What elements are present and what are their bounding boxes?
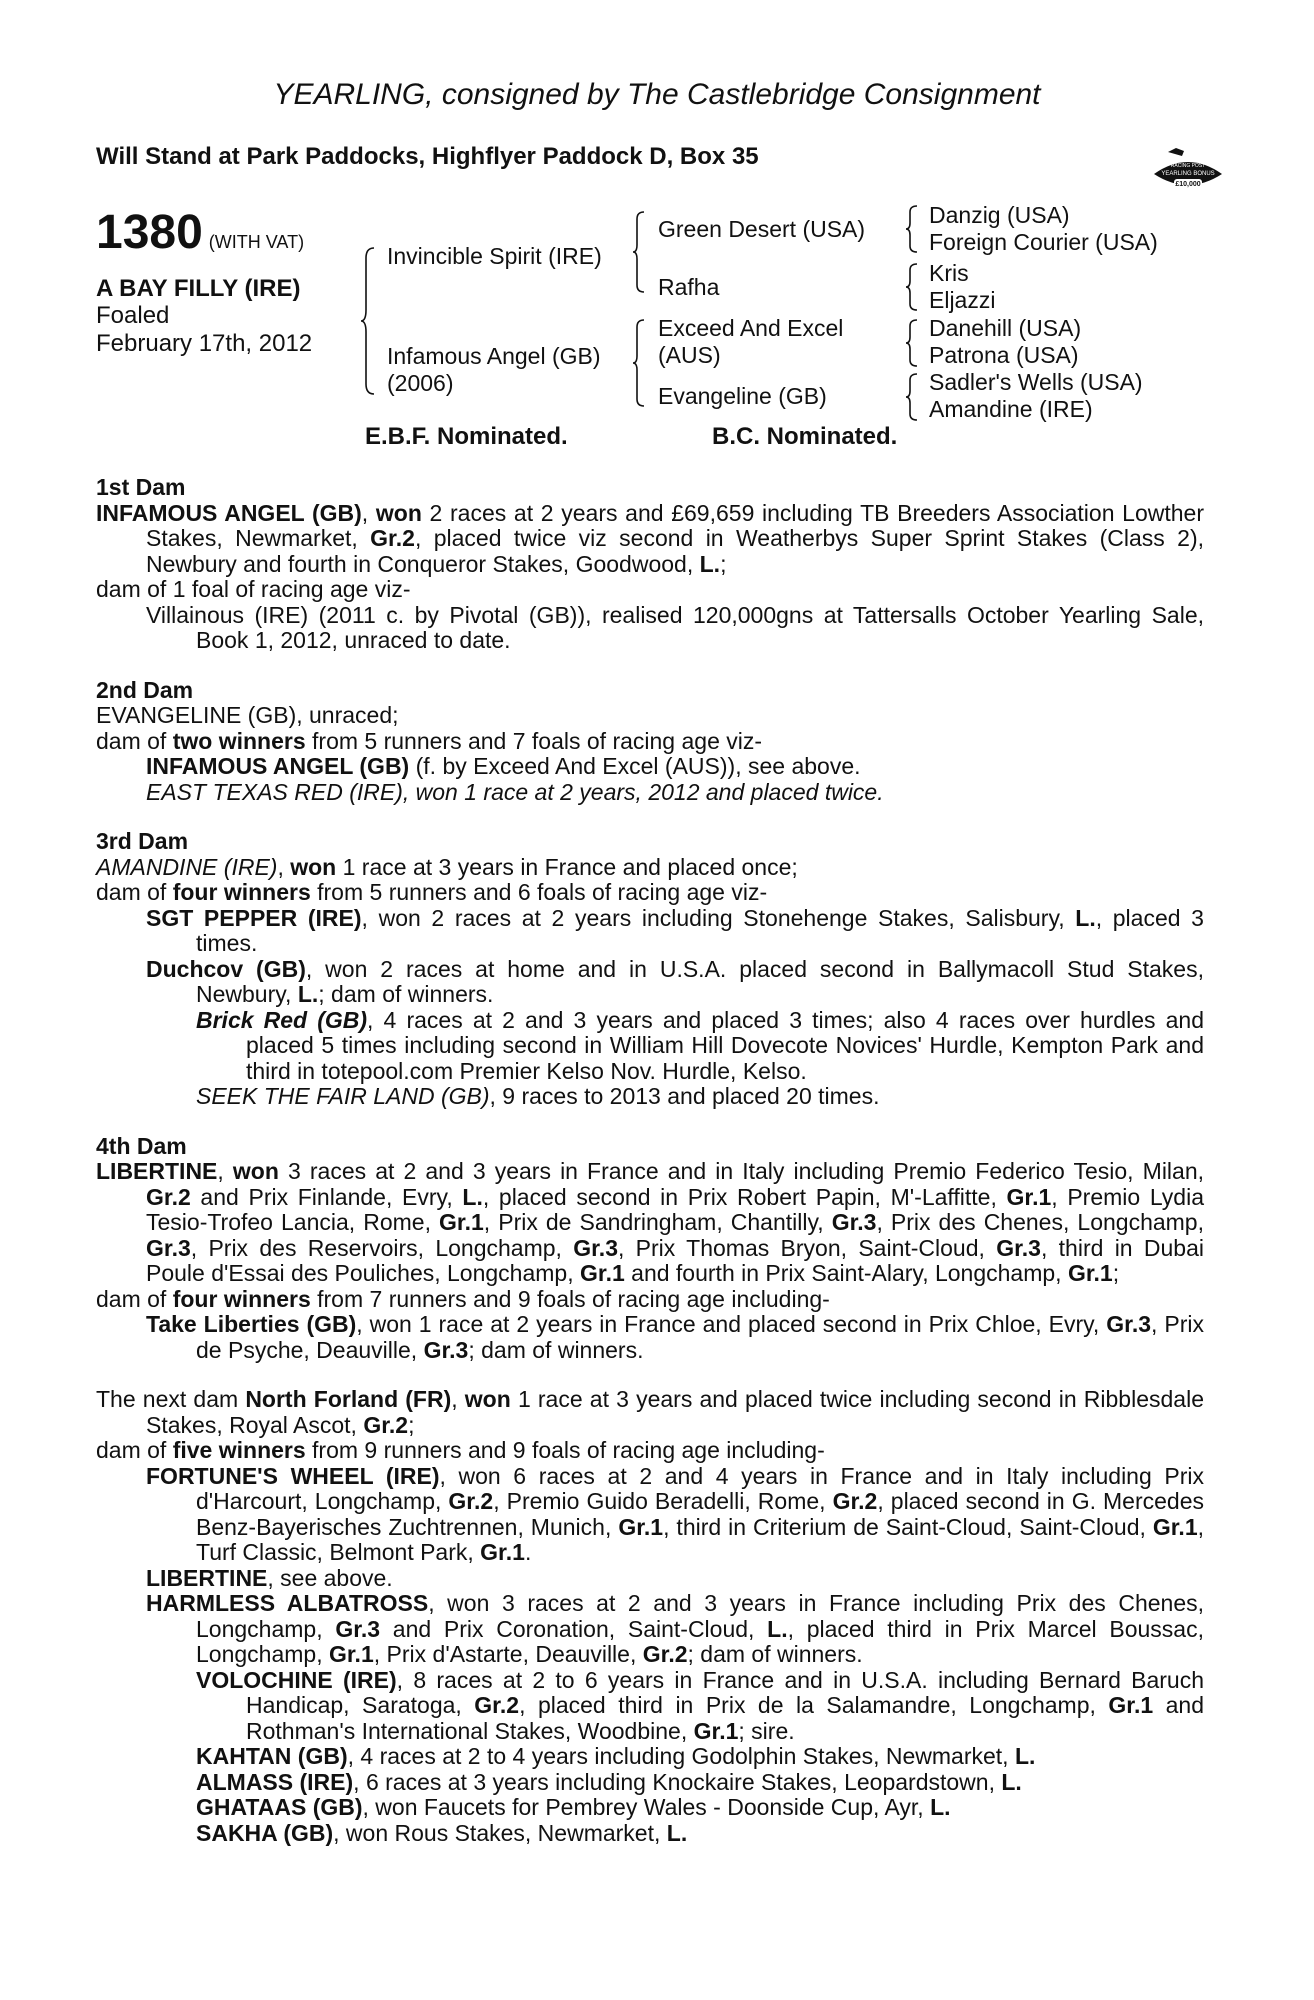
pedigree-sire-sire: Green Desert (USA) (658, 216, 866, 242)
pedigree-dam-dam: Evangeline (GB) (658, 383, 827, 409)
pedigree-sire: Invincible Spirit (IRE) (387, 243, 602, 269)
foaled-info (96, 302, 312, 358)
pedigree-ggs-3: Danehill (USA) (929, 315, 1082, 341)
third-dam-produce-2: Duchcov (GB), won 2 races at home and in U.S.A. placed second in Ballymacoll Stud Stakes, Newbury, L.; dam of winners. (146, 955, 1204, 1007)
stand-location: Will Stand at Park Paddocks, Highflyer Paddock D, Box 35 (96, 143, 759, 170)
next-dam-grandproduce-3: ALMASS (IRE), 6 races at 3 years including Knockaire Stakes, Leopardstown, L. (196, 1768, 1022, 1795)
pedigree-dam (387, 343, 601, 397)
logo-text-3: £10,000 (1175, 181, 1201, 188)
pedigree-ggs-1: Danzig (USA) (929, 202, 1070, 228)
lot-heading (96, 205, 304, 260)
next-dam-grandproduce-4: GHATAAS (GB), won Faucets for Pembrey Wales - Doonside Cup, Ayr, L. (196, 1794, 951, 1820)
second-dam-produce-2: EAST TEXAS RED (IRE), won 1 race at 2 years, 2012 and placed twice. (146, 778, 884, 805)
pedigree-sire-dam: Rafha (658, 274, 720, 300)
pedigree-ggs-2: Kris (929, 260, 969, 286)
second-dam-record: EVANGELINE (GB), unraced; (96, 702, 399, 728)
third-dam-produce-line: dam of four winners from 5 runners and 6 foals of racing age viz- (96, 879, 768, 905)
foaled-date: February 17th, 2012 (96, 330, 313, 357)
fourth-dam-record: LIBERTINE, won 3 races at 2 and 3 years in France and in Italy including Premio Federico Tesio, Milan, Gr.2 and Prix Finlande, Evry, L., placed second in Prix Robert Papin, M'-Laffitte, Gr.1, Premio Lydia Tesio-Trofeo Lancia, Rome, Gr.1, Prix de Sandringham, Chantilly, Gr.3, Prix des Chenes, Longchamp, Gr.3, Prix des Reservoirs, Longchamp, Gr.3, Prix Thomas Bryon, Saint-Cloud, Gr.3, third in Dubai Poule d'Essai des Pouliches, Longchamp, Gr.1 and fourth in Prix Saint-Alary, Longchamp, Gr.1; (96, 1158, 1205, 1286)
next-dam-record: The next dam North Forland (FR), won 1 race at 3 years and placed twice including second in Ribblesdale Stakes, Royal Ascot, Gr.2; (96, 1386, 1204, 1438)
bc-nomination: B.C. Nominated. (712, 423, 898, 450)
second-dam-produce-line: dam of two winners from 5 runners and 7 foals of racing age viz- (96, 727, 763, 754)
foaled-label: Foaled (96, 302, 170, 329)
vat-note: (WITH VAT) (208, 232, 305, 252)
pedigree-dam-sire-name: Exceed And Excel (658, 315, 844, 341)
third-dam-heading: 3rd Dam (96, 828, 189, 854)
pedigree-brace-main (360, 246, 376, 396)
fourth-dam-produce-1: Take Liberties (GB), won 1 race at 2 years in France and placed second in Prix Chloe, Evry, Gr.3, Prix de Psyche, Deauville, Gr.3; dam of winners. (146, 1311, 1204, 1363)
next-dam-grandproduce-1: VOLOCHINE (IRE), 8 races at 2 to 6 years in France and in U.S.A. including Bernard Baruch Handicap, Saratoga, Gr.2, placed third in Prix de la Salamandre, Longchamp, Gr.1 and Rothman's International Stakes, Woodbine, Gr.1; sire. (196, 1666, 1205, 1744)
pedigree-brace-sd (905, 262, 919, 312)
pedigree-ggd-2: Eljazzi (929, 287, 996, 313)
pedigree-ggd-1: Foreign Courier (USA) (929, 229, 1158, 255)
pedigree-brace-sire (632, 210, 646, 294)
ebf-nomination: E.B.F. Nominated. (365, 423, 568, 450)
next-dam-produce-line: dam of five winners from 9 runners and 9 foals of racing age including- (96, 1437, 825, 1463)
next-dam-grandproduce-5: SAKHA (GB), won Rous Stakes, Newmarket, L. (196, 1819, 688, 1846)
pedigree-ggs-4: Sadler's Wells (USA) (929, 369, 1143, 395)
pedigree-notes (96, 475, 1204, 1846)
fourth-dam-produce-line: dam of four winners from 7 runners and 9 foals of racing age including- (96, 1285, 830, 1312)
third-dam-record: AMANDINE (IRE), won 1 race at 3 years in France and placed once; (96, 853, 798, 880)
pedigree-dam-year: (2006) (387, 370, 454, 396)
first-dam-heading: 1st Dam (96, 474, 186, 500)
first-dam-record: INFAMOUS ANGEL (GB), won 2 races at 2 years and £69,659 including TB Breeders Association Lowther Stakes, Newmarket, Gr.2, placed twice viz second in Weatherbys Super Sprint Stakes (Class 2), Newbury and fourth in Conqueror Stakes, Goodwood, L.; (96, 499, 1204, 577)
logo-text-1: RACING POST (1170, 163, 1206, 169)
next-dam-grandproduce-2: KAHTAN (GB), 4 races at 2 to 4 years including Godolphin Stakes, Newmarket, L. (196, 1743, 1036, 1769)
pedigree-brace-dam (632, 318, 646, 408)
third-dam-grandproduce-1: Brick Red (GB), 4 races at 2 and 3 years and placed 3 times; also 4 races over hurdles and placed 5 times including second in William Hill Dovecote Novices' Hurdle, Kempton Park and third in totepool.com Premier Kelso Nov. Hurdle, Kelso. (196, 1006, 1204, 1084)
yearling-bonus-logo (1148, 148, 1228, 200)
third-dam-produce-1: SGT PEPPER (IRE), won 2 races at 2 years including Stonehenge Stakes, Salisbury, L., placed 3 times. (146, 904, 1204, 956)
first-dam-produce-line: dam of 1 foal of racing age viz- (96, 576, 411, 602)
first-dam-produce-1: Villainous (IRE) (2011 c. by Pivotal (GB)), realised 120,000gns at Tattersalls October Yearling Sale, Book 1, 2012, unraced to date. (146, 601, 1204, 653)
pedigree-brace-ss (905, 204, 919, 254)
next-dam-produce-3: HARMLESS ALBATROSS, won 3 races at 2 and 3 years in France including Prix des Chenes, Longchamp, Gr.3 and Prix Coronation, Saint-Cloud, L., placed third in Prix Marcel Boussac, Longchamp, Gr.1, Prix d'Astarte, Deauville, Gr.2; dam of winners. (146, 1590, 1205, 1667)
pedigree-brace-ds (905, 318, 919, 368)
fourth-dam-heading: 4th Dam (96, 1132, 187, 1159)
pedigree-ggd-4: Amandine (IRE) (929, 396, 1093, 422)
pedigree-dam-sire-country: (AUS) (658, 342, 721, 368)
pedigree-dam-sire (658, 315, 843, 369)
second-dam-produce-1: INFAMOUS ANGEL (GB) (f. by Exceed And Excel (AUS)), see above. (146, 753, 861, 779)
logo-text-2: YEARLING BONUS (1161, 171, 1215, 177)
second-dam-heading: 2nd Dam (96, 676, 194, 703)
page-title: YEARLING, consigned by The Castlebridge Consignment (273, 78, 1041, 111)
next-dam-produce-2: LIBERTINE, see above. (146, 1564, 393, 1591)
next-dam-produce-1: FORTUNE'S WHEEL (IRE), won 6 races at 2 and 4 years in France and in Italy including Prix d'Harcourt, Longchamp, Gr.2, Premio Guido Beradelli, Rome, Gr.2, placed second in G. Mercedes Benz-Bayerisches Zuchtrennen, Munich, Gr.1, third in Criterium de Saint-Cloud, Saint-Cloud, Gr.1, Turf Classic, Belmont Park, Gr.1. (146, 1462, 1205, 1565)
third-dam-grandproduce-2: SEEK THE FAIR LAND (GB), 9 races to 2013 and placed 20 times. (196, 1083, 880, 1109)
lot-description: A BAY FILLY (IRE) (96, 275, 301, 302)
pedigree-brace-dd (905, 372, 919, 422)
pedigree-dam-name: Infamous Angel (GB) (387, 343, 601, 369)
lot-number: 1380 (96, 206, 203, 259)
pedigree-ggd-3: Patrona (USA) (929, 342, 1079, 368)
